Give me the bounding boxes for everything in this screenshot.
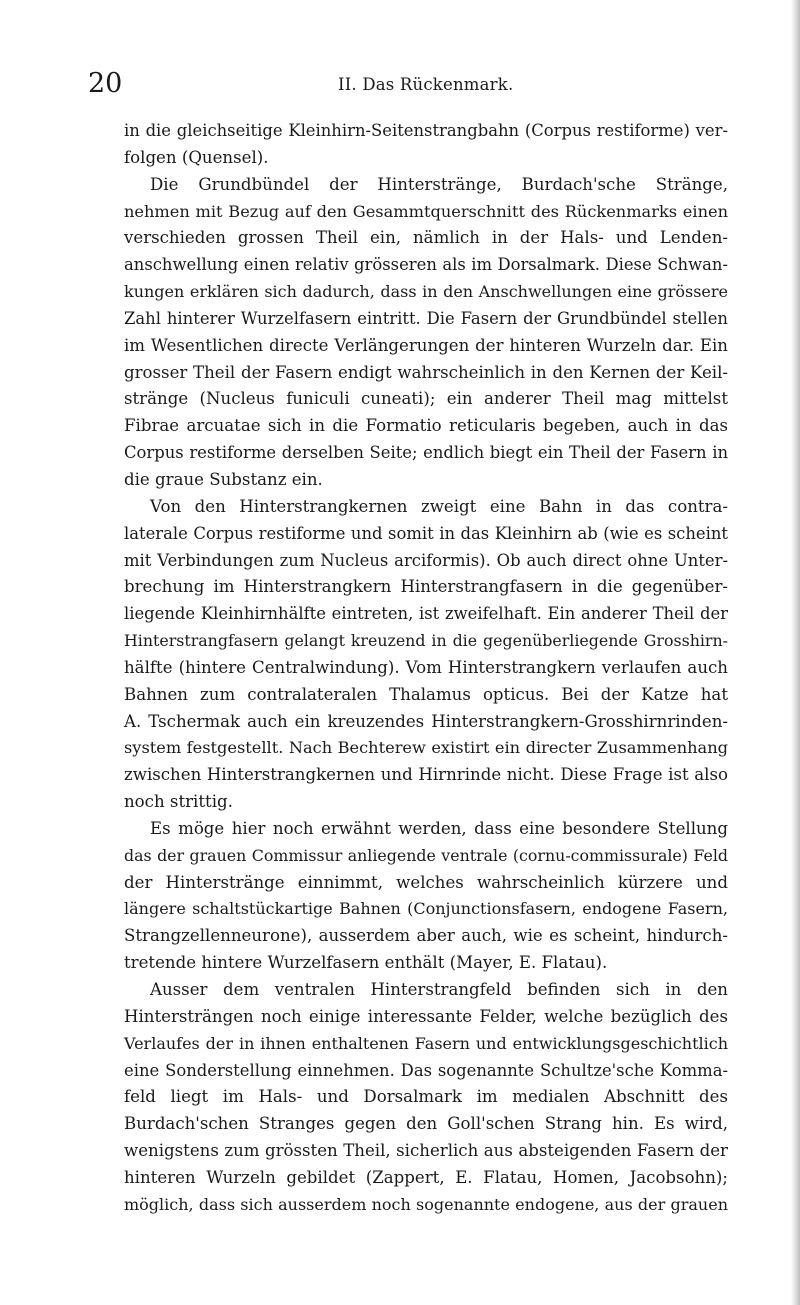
text-line: Verlaufes der in ihnen enthaltenen Fasern und entwicklungsgeschichtlich xyxy=(124,1033,728,1053)
text-line: Hintersträngen noch einige interessante Felder, welche bezüglich des xyxy=(124,1006,728,1026)
text-line: längere schaltstückartige Bahnen (Conjunctionsfasern, endogene Fasern, xyxy=(124,899,728,919)
text-line: wenigstens zum grössten Theil, sicherlich aus absteigenden Fasern der xyxy=(124,1141,728,1161)
page-header xyxy=(88,68,728,108)
text-line: verschieden grossen Theil ein, nämlich in der Hals- und Lenden- xyxy=(124,228,728,248)
text-line: Hinterstrangfasern gelangt kreuzend in die gegenüberliegende Grosshirn- xyxy=(124,631,728,651)
text-line: eine Sonderstellung einnehmen. Das sogenannte Schultze'sche Komma- xyxy=(124,1060,728,1080)
text-line: Fibrae arcuatae sich in die Formatio reticularis begeben, auch in das xyxy=(124,416,728,436)
text-line: tretende hintere Wurzelfasern enthält (Mayer, E. Flatau). xyxy=(124,953,608,973)
text-line: das der grauen Commissur anliegende ventrale (cornu-commissurale) Feld xyxy=(124,845,728,865)
text-line: die graue Substanz ein. xyxy=(124,469,323,489)
text-line: zwischen Hinterstrangkernen und Hirnrinde nicht. Diese Frage ist also xyxy=(124,765,728,785)
text-line: Von den Hinterstrangkernen zweigt eine Bahn in das contra- xyxy=(150,496,728,516)
text-line: möglich, dass sich ausserdem noch sogenannte endogene, aus der grauen xyxy=(124,1194,728,1214)
running-title: II. Das Rückenmark. xyxy=(338,75,514,94)
text-line: Corpus restiforme derselben Seite; endlich biegt ein Theil der Fasern in xyxy=(124,443,728,463)
text-line: A. Tschermak auch ein kreuzendes Hinterstrangkern-Grosshirnrinden- xyxy=(124,711,728,731)
text-line: Burdach'schen Stranges gegen den Goll'schen Strang hin. Es wird, xyxy=(124,1114,728,1134)
text-line: liegende Kleinhirnhälfte eintreten, ist zweifelhaft. Ein anderer Theil der xyxy=(124,604,728,624)
text-line: hälfte (hintere Centralwindung). Vom Hinterstrangkern verlaufen auch xyxy=(124,657,728,677)
text-line: brechung im Hinterstrangkern Hinterstrangfasern in die gegenüber- xyxy=(124,577,728,597)
text-line: Ausser dem ventralen Hinterstrangfeld befinden sich in den xyxy=(150,980,728,999)
text-line: stränge (Nucleus funiculi cuneati); ein anderer Theil mag mittelst xyxy=(124,389,728,409)
text-line: grosser Theil der Fasern endigt wahrscheinlich in den Kernen der Keil- xyxy=(124,362,728,382)
text-line: noch strittig. xyxy=(124,792,233,812)
text-line: Es möge hier noch erwähnt werden, dass eine besondere Stellung xyxy=(150,818,728,838)
text-line: kungen erklären sich dadurch, dass in den Anschwellungen eine grössere xyxy=(124,282,728,302)
text-line: nehmen mit Bezug auf den Gesammtquerschnitt des Rückenmarks einen xyxy=(124,201,728,221)
text-line: system festgestellt. Nach Bechterew existirt ein directer Zusammenhang xyxy=(124,738,728,758)
text-line: im Wesentlichen directe Verlängerungen der hinteren Wurzeln dar. Ein xyxy=(124,335,728,355)
text-line: feld liegt im Hals- und Dorsalmark im medialen Abschnitt des xyxy=(124,1087,728,1107)
text-line: Zahl hinterer Wurzelfasern eintritt. Die Fasern der Grundbündel stellen xyxy=(124,308,728,328)
text-line: folgen (Quensel). xyxy=(124,147,269,167)
page-number: 20 xyxy=(88,68,123,99)
page-edge-shadow xyxy=(791,0,800,1305)
text-line: Bahnen zum contralateralen Thalamus opticus. Bei der Katze hat xyxy=(124,684,728,704)
body-text xyxy=(124,118,728,1219)
text-line: anschwellung einen relativ grösseren als im Dorsalmark. Diese Schwan- xyxy=(124,255,728,275)
text-line: mit Verbindungen zum Nucleus arciformis). Ob auch direct ohne Unter- xyxy=(124,550,728,570)
text-line: in die gleichseitige Kleinhirn-Seitenstrangbahn (Corpus restiforme) ver- xyxy=(124,121,728,140)
text-line: Die Grundbündel der Hinterstränge, Burdach'sche Stränge, xyxy=(150,174,728,194)
text-line: Strangzellenneurone), ausserdem aber auch, wie es scheint, hindurch- xyxy=(124,926,728,946)
text-line: hinteren Wurzeln gebildet (Zappert, E. Flatau, Homen, Jacobsohn); xyxy=(124,1167,728,1187)
text-line: laterale Corpus restiforme und somit in das Kleinhirn ab (wie es scheint xyxy=(124,523,728,543)
text-line: der Hinterstränge einnimmt, welches wahrscheinlich kürzere und xyxy=(124,872,728,892)
